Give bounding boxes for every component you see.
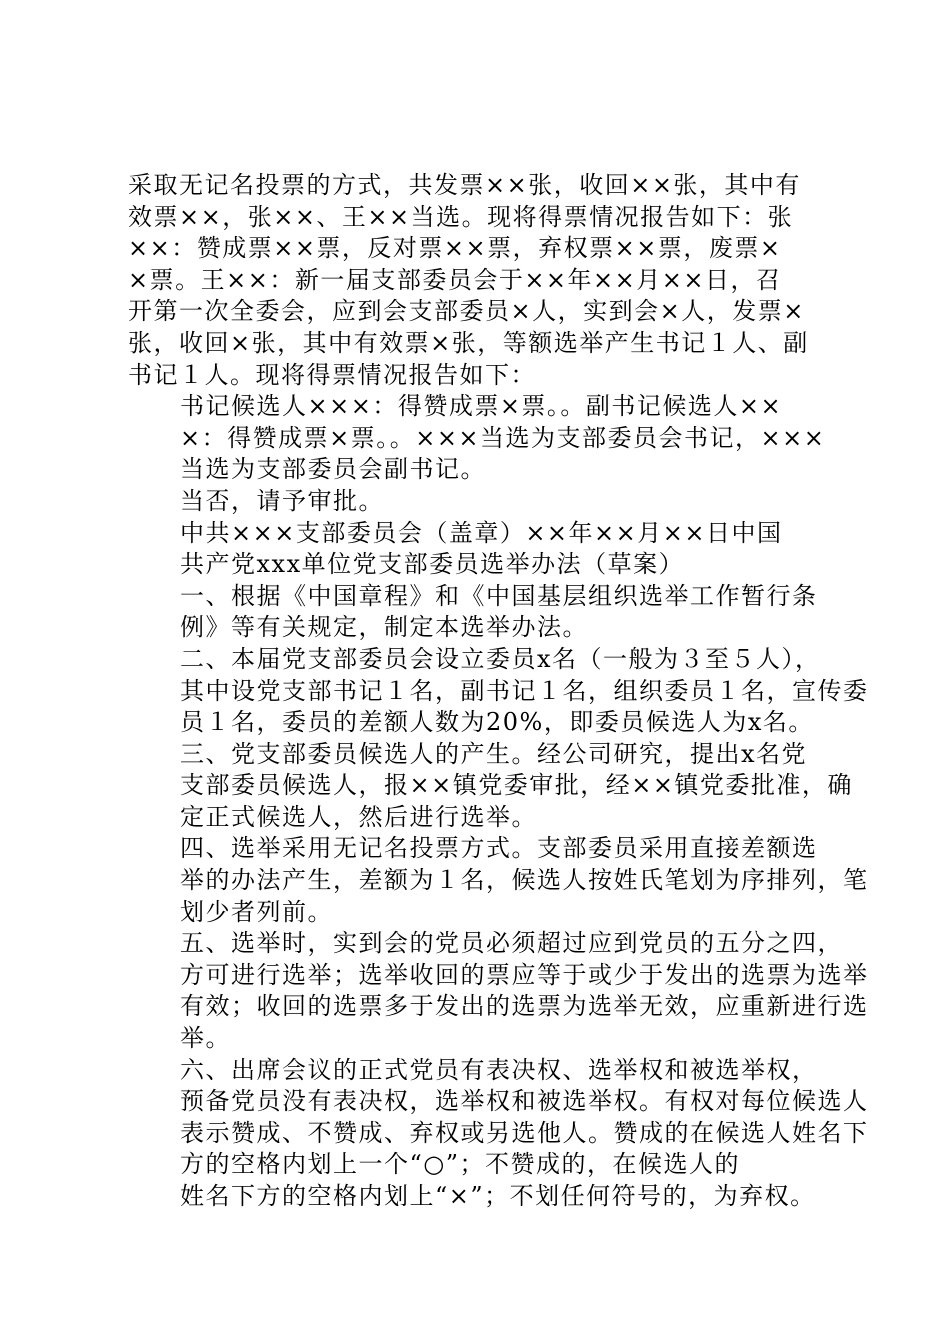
paragraph <box>128 833 869 928</box>
text-line: 举的办法产生，差额为１名，候选人按姓氏笔划为序排列，笔 <box>180 866 869 895</box>
text-line: 员１名，委员的差额人数为20%，即委员候选人为x名。 <box>180 708 814 737</box>
paragraph <box>128 1055 869 1181</box>
text-line: 有效；收回的选票多于发出的选票为选举无效，应重新进行选 <box>180 992 869 1021</box>
text-line: 六、出席会议的正式党员有表决权、选举权和被选举权， <box>180 1055 818 1084</box>
paragraph <box>128 518 848 581</box>
text-line: 四、选举采用无记名投票方式。支部委员采用直接差额选 <box>180 834 818 863</box>
text-line: 采取无记名投票的方式，共发票××张，收回××张，其中有 <box>128 171 801 199</box>
paragraph <box>128 170 848 391</box>
text-line: 举。 <box>180 1024 231 1053</box>
text-line: 方可进行选举；选举收回的票应等于或少于发出的选票为选举 <box>180 960 869 989</box>
text-line: 例》等有关规定，制定本选举办法。 <box>180 613 588 642</box>
text-line: ×票。王××：新一届支部委员会于××年××月××日，召 <box>128 265 782 294</box>
text-line: ×：得赞成票×票。。×××当选为支部委员会书记，××× <box>180 423 826 452</box>
text-line: 划少者列前。 <box>180 897 333 926</box>
paragraph <box>128 1181 848 1213</box>
text-line: 三、党支部委员候选人的产生。经公司研究，提出x名党 <box>180 739 808 768</box>
paragraph <box>128 644 869 739</box>
text-line: 一、根据《中国章程》和《中国基层组织选举工作暂行条 <box>180 581 818 610</box>
text-line: 预备党员没有表决权，选举权和被选举权。有权对每位候选人 <box>180 1087 869 1116</box>
text-line: 效票××，张××、王××当选。现将得票情况报告如下：张 <box>128 202 794 231</box>
text-line: 方的空格内划上一个“○”；不赞成的，在候选人的 <box>180 1150 740 1179</box>
text-line: 当否，请予审批。 <box>180 486 384 515</box>
text-line: 姓名下方的空格内划上“×”；不划任何符号的，为弃权。 <box>180 1182 816 1210</box>
text-line: ××：赞成票××票，反对票××票，弃权票××票，废票× <box>128 234 782 263</box>
text-line: 二、本届党支部委员会设立委员x名（一般为３至５人）， <box>180 644 821 673</box>
text-line: 书记１人。现将得票情况报告如下： <box>128 360 536 389</box>
text-line: 张，收回×张，其中有效票×张，等额选举产生书记１人、副 <box>128 328 809 357</box>
paragraph <box>128 739 853 834</box>
text-line: 支部委员候选人，报××镇党委审批，经××镇党委批准，确 <box>180 771 853 800</box>
text-line: 当选为支部委员会副书记。 <box>180 455 486 484</box>
text-line: 开第一次全委会，应到会支部委员×人，实到会×人，发票× <box>128 297 805 326</box>
text-line: 其中设党支部书记１名，副书记１名，组织委员１名，宣传委 <box>180 676 869 705</box>
paragraph <box>128 581 848 644</box>
text-line: 中共×××支部委员会（盖章）××年××月××日中国 <box>180 518 783 547</box>
text-line: 五、选举时，实到会的党员必须超过应到党员的五分之四， <box>180 929 843 958</box>
paragraph <box>128 391 848 486</box>
text-line: 书记候选人×××：得赞成票×票。。副书记候选人×× <box>180 392 783 421</box>
paragraph <box>128 486 848 518</box>
text-line: 表示赞成、不赞成、弃权或另选他人。赞成的在候选人姓名下 <box>180 1118 869 1147</box>
document-body <box>128 170 869 1213</box>
paragraph <box>128 928 869 1054</box>
text-line: 定正式候选人，然后进行选举。 <box>180 802 537 831</box>
text-line: 共产党xxx单位党支部委员选举办法（草案） <box>180 550 685 579</box>
